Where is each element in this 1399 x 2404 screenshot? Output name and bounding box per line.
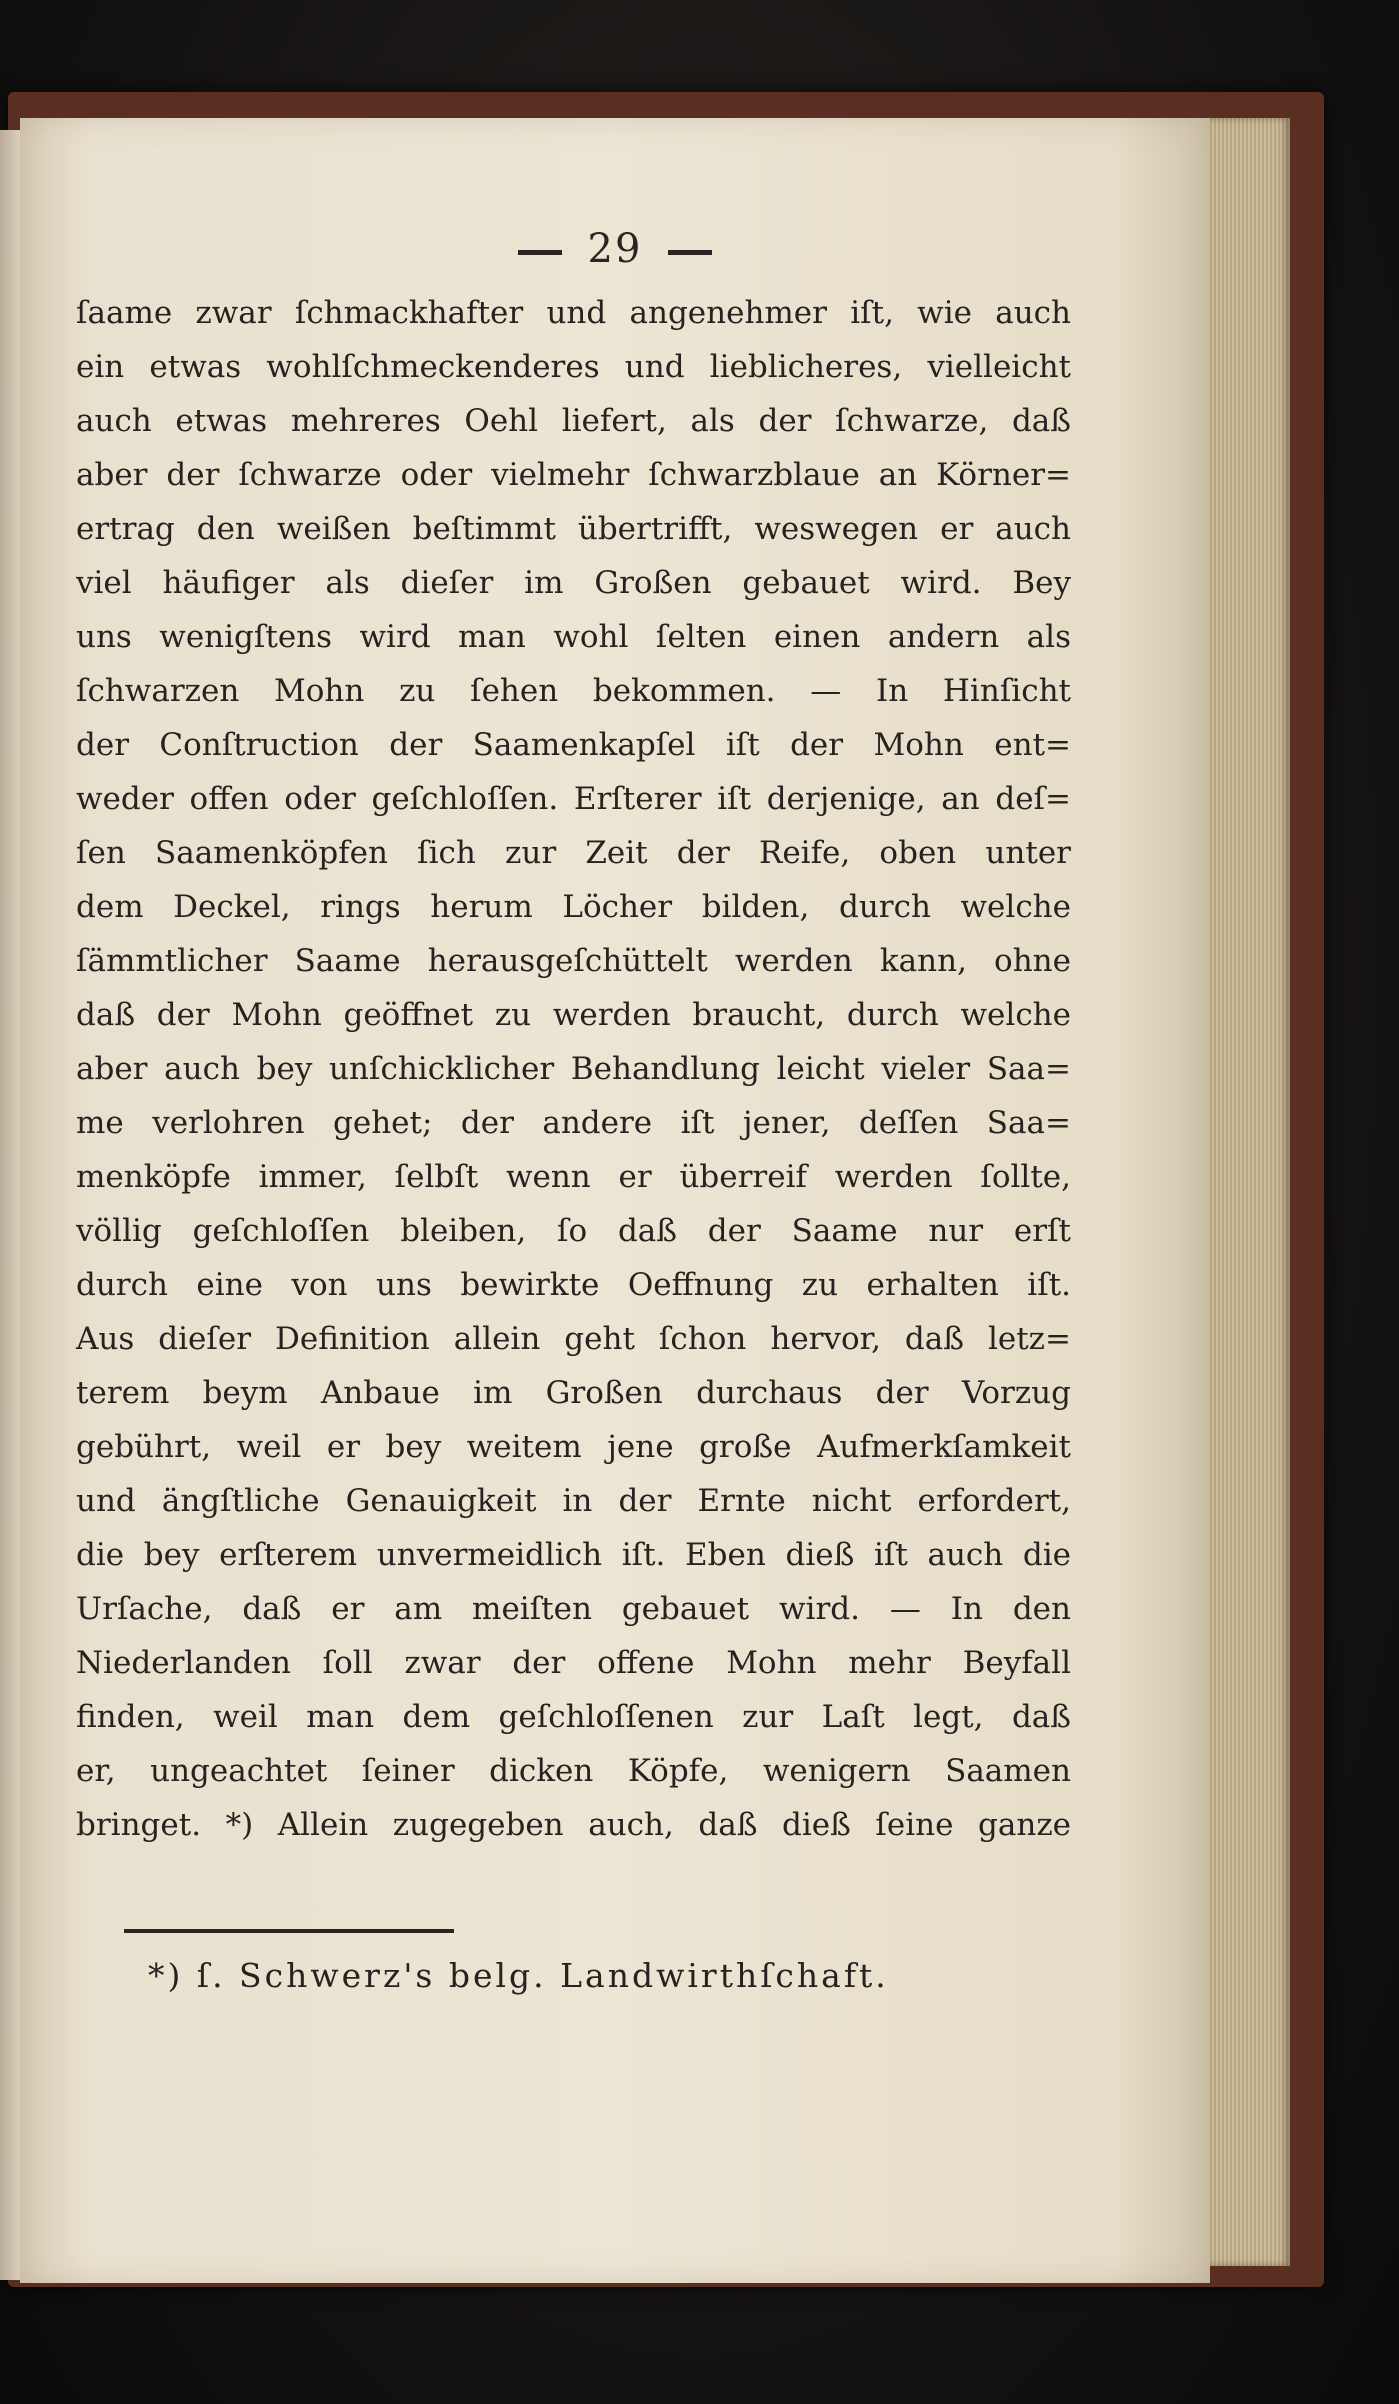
text-line: Niederlanden ſoll zwar der offene Mohn mehr Beyfall bbox=[76, 1645, 1071, 1681]
text-line: ſaame zwar ſchmackhafter und angenehmer iſt, wie auch bbox=[76, 295, 1071, 331]
text-line: aber auch bey unſchicklicher Behandlung leicht vieler Saa= bbox=[76, 1051, 1071, 1087]
text-line: ſämmtlicher Saame herausgeſchüttelt werden kann, ohne bbox=[76, 943, 1071, 979]
text-line: uns wenigſtens wird man wohl ſelten einen andern als bbox=[76, 619, 1071, 655]
text-line: finden, weil man dem geſchloſſenen zur Laſt legt, daß bbox=[76, 1699, 1071, 1735]
body-text bbox=[76, 286, 1071, 1852]
text-line: die bey erſterem unvermeidlich iſt. Eben dieß iſt auch die bbox=[76, 1537, 1071, 1573]
text-line: der Conſtruction der Saamenkapſel iſt der Mohn ent= bbox=[76, 727, 1071, 763]
text-line: gebührt, weil er bey weitem jene große Aufmerkſamkeit bbox=[76, 1429, 1071, 1465]
text-line: aber der ſchwarze oder vielmehr ſchwarzblaue an Körner= bbox=[76, 457, 1071, 493]
book-page bbox=[20, 118, 1210, 2283]
text-line: dem Deckel, rings herum Löcher bilden, durch welche bbox=[76, 889, 1071, 925]
text-line: weder offen oder geſchloſſen. Erſterer iſt derjenige, an deſ= bbox=[76, 781, 1071, 817]
header-dash-right bbox=[668, 250, 712, 255]
text-line: bringet. *) Allein zugegeben auch, daß dieß ſeine ganze bbox=[76, 1807, 1071, 1843]
text-line: ertrag den weißen beſtimmt übertrifft, weswegen er auch bbox=[76, 511, 1071, 547]
text-line: völlig geſchloſſen bleiben, ſo daß der Saame nur erſt bbox=[76, 1213, 1071, 1249]
text-line: daß der Mohn geöffnet zu werden braucht, durch welche bbox=[76, 997, 1071, 1033]
text-line: ein etwas wohlſchmeckenderes und lieblicheres, vielleicht bbox=[76, 349, 1071, 385]
text-line: auch etwas mehreres Oehl liefert, als der ſchwarze, daß bbox=[76, 403, 1071, 439]
text-line: Urſache, daß er am meiſten gebauet wird. — In den bbox=[76, 1591, 1071, 1627]
text-line: er, ungeachtet ſeiner dicken Köpfe, wenigern Saamen bbox=[76, 1753, 1071, 1789]
text-line: menköpfe immer, ſelbſt wenn er überreif werden ſollte, bbox=[76, 1159, 1071, 1195]
facing-page-edge bbox=[0, 130, 20, 2280]
text-line: ſen Saamenköpfen ſich zur Zeit der Reife, oben unter bbox=[76, 835, 1071, 871]
text-line: viel häufiger als dieſer im Großen gebauet wird. Bey bbox=[76, 565, 1071, 601]
page-number: 29 bbox=[587, 226, 643, 272]
text-line: terem beym Anbaue im Großen durchaus der Vorzug bbox=[76, 1375, 1071, 1411]
page-block-edges bbox=[1200, 118, 1290, 2266]
footnote-divider bbox=[124, 1929, 454, 1933]
text-line: Aus dieſer Definition allein geht ſchon hervor, daß letz= bbox=[76, 1321, 1071, 1357]
header-dash-left bbox=[518, 250, 562, 255]
page-header bbox=[20, 226, 1210, 272]
text-line: und ängſtliche Genauigkeit in der Ernte nicht erfordert, bbox=[76, 1483, 1071, 1519]
text-line: ſchwarzen Mohn zu ſehen bekommen. — In Hinſicht bbox=[76, 673, 1071, 709]
footnote: *) ſ. Schwerz's belg. Landwirthſchaft. bbox=[148, 1956, 889, 1995]
text-line: durch eine von uns bewirkte Oeffnung zu erhalten iſt. bbox=[76, 1267, 1071, 1303]
text-line: me verlohren gehet; der andere iſt jener, deſſen Saa= bbox=[76, 1105, 1071, 1141]
